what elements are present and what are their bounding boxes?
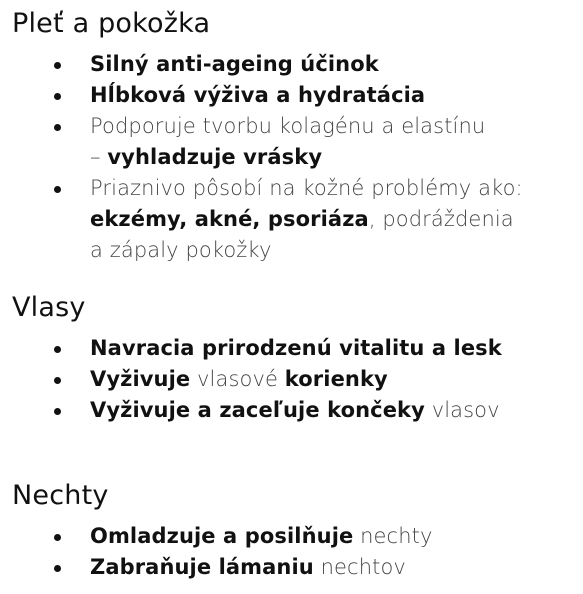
- bullet-icon: [54, 62, 61, 69]
- item-text: Navracia prirodzenú vitalitu a lesk: [90, 336, 502, 360]
- list-item: [12, 521, 577, 552]
- bullet-icon: [54, 93, 61, 100]
- item-text-bold: Zabraňuje lámaniu: [90, 555, 314, 579]
- item-text: nechtov: [313, 555, 406, 579]
- section-skin: [12, 8, 577, 266]
- item-text: a zápaly pokožky: [90, 238, 272, 262]
- list-item: [12, 333, 577, 364]
- section-hair: [12, 292, 577, 426]
- item-text: Silný anti-ageing účinok: [90, 52, 379, 76]
- bullet-icon: [54, 534, 61, 541]
- item-text-bold: Omladzuje a posilňuje: [90, 524, 354, 548]
- item-text: , podráždenia: [368, 207, 514, 231]
- benefit-list-skin: [12, 49, 577, 266]
- list-item: [12, 49, 577, 80]
- section-title-skin: Pleť a pokožka: [12, 8, 211, 39]
- item-text: nechty: [353, 524, 433, 548]
- item-text-dash: –: [90, 145, 108, 169]
- list-item: [12, 364, 577, 395]
- bullet-icon: [54, 565, 61, 572]
- section-nails: [12, 480, 577, 583]
- list-item: [12, 111, 577, 173]
- item-text-bold: Vyživuje: [90, 367, 191, 391]
- benefit-list-hair: [12, 333, 577, 426]
- bullet-icon: [54, 408, 61, 415]
- benefit-list-nails: [12, 521, 577, 583]
- item-text-bold: vyhladzuje vrásky: [107, 145, 323, 169]
- section-title-hair: Vlasy: [12, 292, 86, 323]
- list-item: [12, 552, 577, 583]
- list-item: [12, 395, 577, 426]
- item-text-bold: ekzémy, akné, psoriáza: [90, 207, 369, 231]
- item-text-bold: korienky: [284, 367, 388, 391]
- item-text: Podporuje tvorbu kolagénu a elastínu: [90, 114, 486, 138]
- item-text: Hĺbková výživa a hydratácia: [90, 83, 426, 107]
- item-text: vlasov: [424, 398, 500, 422]
- item-text: Priaznivo pôsobí na kožné problémy ako:: [90, 176, 523, 200]
- list-item: [12, 173, 577, 266]
- item-text-bold: Vyživuje a zaceľuje končeky: [90, 398, 425, 422]
- bullet-icon: [54, 186, 61, 193]
- bullet-icon: [54, 377, 61, 384]
- section-title-nails: Nechty: [12, 480, 109, 511]
- bullet-icon: [54, 346, 61, 353]
- item-text: vlasové: [190, 367, 285, 391]
- list-item: [12, 80, 577, 111]
- bullet-icon: [54, 124, 61, 131]
